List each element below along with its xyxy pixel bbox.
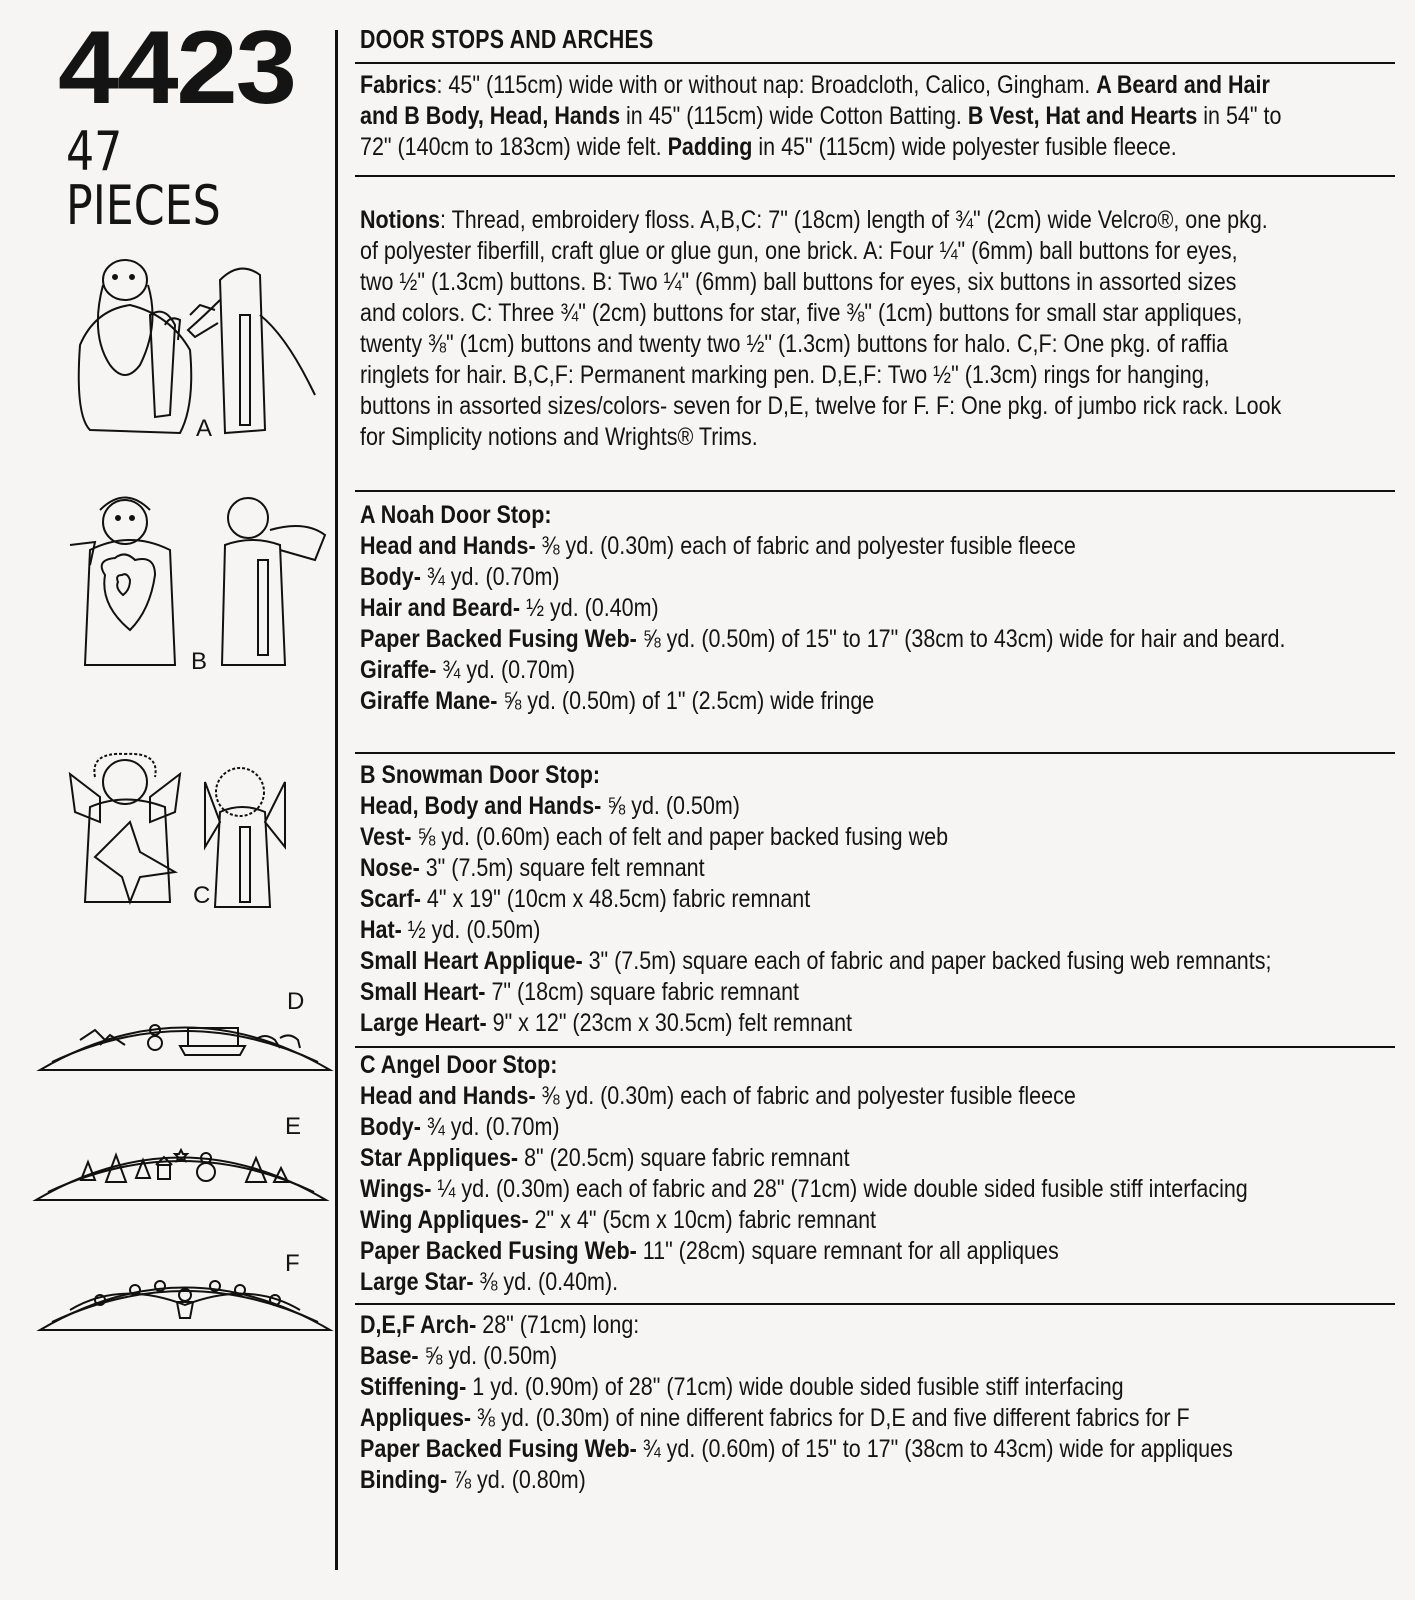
left-column xyxy=(0,0,335,1600)
item-name: Large Heart- xyxy=(360,1009,487,1037)
view-c-label: C xyxy=(193,882,211,909)
fabrics-bold2: and B Body, Head, Hands xyxy=(360,102,621,130)
item-name: Small Heart Applique- xyxy=(360,947,583,975)
item-text: ¼ yd. (0.30m) each of fabric and 28" (71cm) wide double sided fusible stiff interfacing xyxy=(431,1175,1248,1203)
item-text: 3" (7.5m) square felt remnant xyxy=(419,854,705,882)
rule-angel xyxy=(355,1303,1395,1305)
item-name: Hat- xyxy=(360,916,402,944)
item-name: Large Star- xyxy=(360,1268,474,1296)
view-f-label: F xyxy=(285,1250,300,1277)
item-name: Wing Appliques- xyxy=(360,1206,529,1234)
section-title-rest: 28" (71cm) long: xyxy=(476,1311,640,1339)
view-d-arch xyxy=(40,1010,330,1075)
view-e-label: E xyxy=(285,1113,302,1140)
view-f-arch xyxy=(40,1270,330,1335)
fabrics-bold-vest: B Vest, Hat and Hearts xyxy=(967,102,1198,130)
item-name: Small Heart- xyxy=(360,978,486,1006)
item-name: Hair and Beard- xyxy=(360,594,521,622)
item-name: Head, Body and Hands- xyxy=(360,792,602,820)
notions-line: for Simplicity notions and Wrights® Trims. xyxy=(360,423,758,451)
section-title: C Angel Door Stop: xyxy=(360,1051,558,1079)
item-text: ⅜ yd. (0.40m). xyxy=(473,1268,619,1296)
rule-notions xyxy=(355,490,1395,492)
notions-line: twenty ⅜" (1cm) buttons and twenty two ½" (1.3cm) buttons for halo. C,F: One pkg. of raffia xyxy=(360,330,1229,358)
item-name: Appliques- xyxy=(360,1404,472,1432)
notions-line: : Thread, embroidery floss. A,B,C: 7" (18cm) length of ¾" (2cm) wide Velcro®, one pkg. xyxy=(440,206,1268,234)
fabrics-line2-end: in 54" to xyxy=(1197,102,1282,130)
view-b-label: B xyxy=(191,648,208,675)
pattern-number: 4423 xyxy=(58,10,295,126)
pieces-count: 47 PIECES xyxy=(66,120,221,237)
view-a-label: A xyxy=(196,415,213,442)
rule-noah xyxy=(355,752,1395,754)
item-text: ¾ yd. (0.70m) xyxy=(436,656,576,684)
item-text: ½ yd. (0.50m) xyxy=(401,916,541,944)
item-name: Body- xyxy=(360,563,421,591)
item-text: ¾ yd. (0.70m) xyxy=(420,563,560,591)
item-name: Paper Backed Fusing Web- xyxy=(360,625,637,653)
item-name: Paper Backed Fusing Web- xyxy=(360,1435,637,1463)
rule-snowman xyxy=(355,1046,1395,1048)
item-text: ⅜ yd. (0.30m) each of fabric and polyester fusible fleece xyxy=(535,1082,1076,1110)
section-arch xyxy=(360,1310,1254,1496)
rule-fabrics xyxy=(355,175,1395,177)
item-text: ½ yd. (0.40m) xyxy=(520,594,659,622)
item-text: ¾ yd. (0.70m) xyxy=(420,1113,560,1141)
rule-top xyxy=(355,62,1395,64)
item-name: Paper Backed Fusing Web- xyxy=(360,1237,637,1265)
item-text: ⅝ yd. (0.50m) xyxy=(601,792,740,820)
item-text: ⅜ yd. (0.30m) of nine different fabrics for D,E and five different fabrics for F xyxy=(471,1404,1190,1432)
item-name: Stiffening- xyxy=(360,1373,467,1401)
section-title: B Snowman Door Stop: xyxy=(360,761,601,789)
fabrics-line3-end: in 45" (115cm) wide polyester fusible fleece. xyxy=(752,133,1177,161)
fabrics-line3: 72" (140cm to 183cm) wide felt. xyxy=(360,133,668,161)
notions-line: ringlets for hair. B,C,F: Permanent marking pen. D,E,F: Two ½" (1.3cm) rings for hanging, xyxy=(360,361,1210,389)
item-text: ⅞ yd. (0.80m) xyxy=(447,1466,586,1494)
item-text: 11" (28cm) square remnant for all appliques xyxy=(636,1237,1059,1265)
item-name: Giraffe Mane- xyxy=(360,687,498,715)
notions-line: buttons in assorted sizes/colors- seven for D,E, twelve for F. F: One pkg. of jumbo rick rack. Look xyxy=(360,392,1282,420)
item-name: Head and Hands- xyxy=(360,1082,536,1110)
notions-block xyxy=(360,205,1282,453)
item-name: Wings- xyxy=(360,1175,432,1203)
view-e-arch xyxy=(36,1140,326,1205)
section-title: A Noah Door Stop: xyxy=(360,501,552,529)
view-d-label: D xyxy=(287,988,305,1015)
fabrics-label: Fabrics xyxy=(360,71,437,99)
section-title: D,E,F Arch- xyxy=(360,1311,477,1339)
item-text: ⅜ yd. (0.30m) each of fabric and polyester fusible fleece xyxy=(535,532,1076,560)
item-name: Star Appliques- xyxy=(360,1144,519,1172)
fabrics-line1: : 45" (115cm) wide with or without nap: Broadcloth, Calico, Gingham. xyxy=(436,71,1097,99)
item-name: Binding- xyxy=(360,1466,448,1494)
item-text: 7" (18cm) square fabric remnant xyxy=(485,978,800,1006)
notions-line: of polyester fiberfill, craft glue or glue gun, one brick. A: Four ¼" (6mm) ball buttons for eyes, xyxy=(360,237,1238,265)
item-text: 2" x 4" (5cm x 10cm) fabric remnant xyxy=(528,1206,877,1234)
section-angel xyxy=(360,1050,1254,1298)
fabrics-bold1: A Beard and Hair xyxy=(1096,71,1270,99)
fabrics-line2: in 45" (115cm) wide Cotton Batting. xyxy=(620,102,968,130)
item-name: Body- xyxy=(360,1113,421,1141)
section-snowman xyxy=(360,760,1272,1039)
item-text: 3" (7.5m) square each of fabric and paper backed fusing web remnants; xyxy=(582,947,1272,975)
column-divider xyxy=(335,30,338,1570)
fabrics-block xyxy=(360,70,1282,163)
item-text: 1 yd. (0.90m) of 28" (71cm) wide double sided fusible stiff interfacing xyxy=(466,1373,1124,1401)
item-text: ⅝ yd. (0.60m) each of felt and paper backed fusing web xyxy=(411,823,949,851)
item-text: ⅝ yd. (0.50m) of 15" to 17" (38cm to 43cm) wide for hair and beard. xyxy=(636,625,1286,653)
item-text: ⅝ yd. (0.50m) of 1" (2.5cm) wide fringe xyxy=(497,687,875,715)
notions-line: and colors. C: Three ¾" (2cm) buttons for star, five ⅜" (1cm) buttons for small star appliques, xyxy=(360,299,1243,327)
section-noah xyxy=(360,500,1286,717)
item-name: Head and Hands- xyxy=(360,532,536,560)
item-name: Base- xyxy=(360,1342,419,1370)
item-name: Giraffe- xyxy=(360,656,437,684)
item-name: Scarf- xyxy=(360,885,421,913)
notions-label: Notions xyxy=(360,206,441,234)
item-name: Nose- xyxy=(360,854,420,882)
item-text: 8" (20.5cm) square fabric remnant xyxy=(518,1144,850,1172)
fabrics-bold-padding: Padding xyxy=(667,133,753,161)
item-text: 9" x 12" (23cm x 30.5cm) felt remnant xyxy=(486,1009,853,1037)
item-text: 4" x 19" (10cm x 48.5cm) fabric remnant xyxy=(420,885,811,913)
page-title: DOOR STOPS AND ARCHES xyxy=(360,24,654,54)
item-text: ⅝ yd. (0.50m) xyxy=(418,1342,558,1370)
item-name: Vest- xyxy=(360,823,412,851)
notions-line: two ½" (1.3cm) buttons. B: Two ¼" (6mm) ball buttons for eyes, six buttons in assorted sizes xyxy=(360,268,1237,296)
item-text: ¾ yd. (0.60m) of 15" to 17" (38cm to 43cm) wide for appliques xyxy=(636,1435,1233,1463)
